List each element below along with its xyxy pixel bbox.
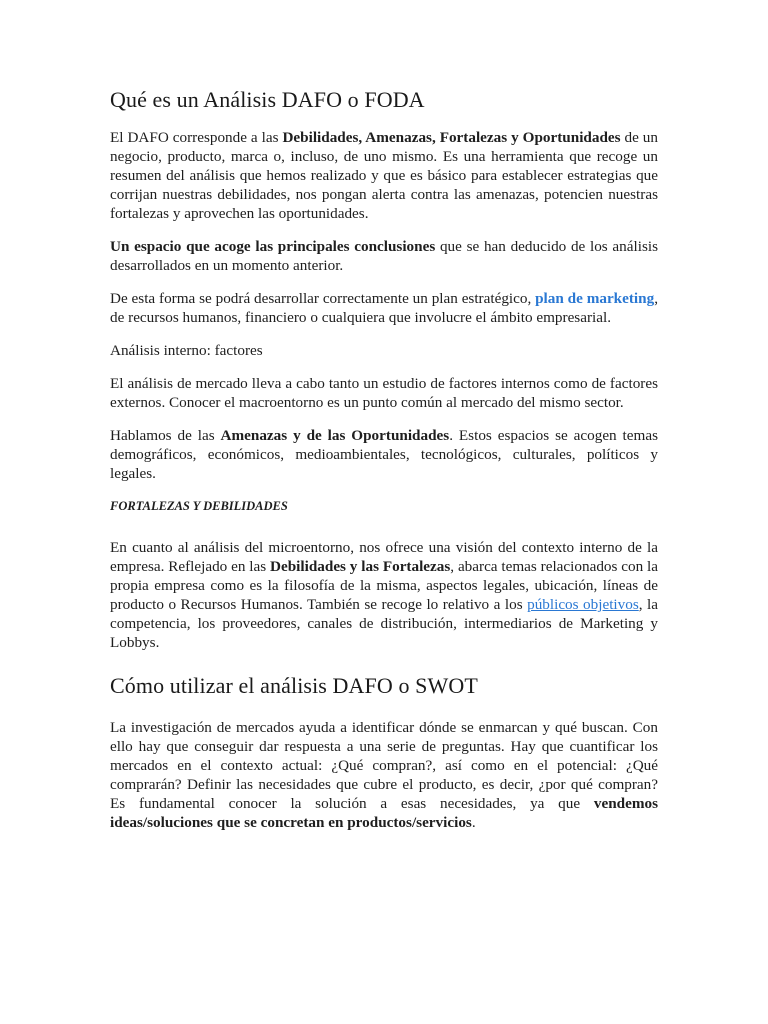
- plan-de-marketing-link[interactable]: plan de marketing: [535, 290, 655, 307]
- text: En cuanto al análisis del microentorno, nos ofrece una visión del contexto interno de la empresa. Reflejado en las: [110, 539, 658, 575]
- paragraph-market-research: [110, 718, 658, 832]
- text: , de recursos humanos, financiero o cualquiera que involucre el ámbito empresarial.: [110, 290, 658, 326]
- text: .: [471, 814, 476, 831]
- bold-text: Amenazas y de las Oportunidades: [220, 427, 450, 444]
- publicos-objetivos-link[interactable]: públicos objetivos: [527, 596, 639, 613]
- bold-text: Debilidades, Amenazas, Fortalezas y Oportunidades: [282, 129, 621, 146]
- text: La investigación de mercados ayuda a identificar dónde se enmarcan y qué buscan. Con ello hay que conseguir dar respuesta a una serie de preguntas. Hay que cuantificar los mercados en el contexto actual: ¿Qué compran?, así como en el potencial: ¿Qué comprarán? Definir las necesidades que cubre el producto, es decir, ¿por qué compran? Es fundamental conocer la solución a esas necesidades, ya que: [110, 719, 658, 812]
- bold-text: Debilidades y las Fortalezas: [270, 558, 451, 575]
- paragraph-dafo-definition: [110, 128, 658, 223]
- text: De esta forma se podrá desarrollar correctamente un plan estratégico,: [110, 290, 536, 307]
- subheading-fortalezas-debilidades: FORTALEZAS Y DEBILIDADES: [110, 499, 288, 513]
- page-title: Qué es un Análisis DAFO o FODA: [110, 87, 425, 112]
- paragraph-conclusions: [110, 237, 658, 275]
- bold-text: Un espacio que acoge las principales conclusiones: [110, 238, 436, 255]
- text: que se han deducido de los análisis desarrollados en un momento anterior.: [110, 238, 658, 274]
- text: El DAFO corresponde a las: [110, 129, 283, 146]
- paragraph-market-analysis: El análisis de mercado lleva a cabo tanto un estudio de factores internos como de factores externos. Conocer el macroentorno es un punto común al mercado del mismo sector.: [110, 375, 658, 411]
- paragraph-internal-analysis: Análisis interno: factores: [110, 342, 263, 359]
- text: de un negocio, producto, marca o, incluso, de uno mismo. Es una herramienta que recoge un resumen del análisis que hemos realizado y que es básico para establecer estrategias que corrijan nuestras debilidades, nos pongan alerta contra las amenazas, potencien nuestras fortalezas y aprovechen las oportunidades.: [110, 129, 658, 222]
- paragraph-threats-opportunities: [110, 426, 658, 483]
- section-title-swot: Cómo utilizar el análisis DAFO o SWOT: [110, 673, 478, 698]
- text: , abarca temas relacionados con la propia empresa como es la filosofía de la misma, aspectos legales, ubicación, líneas de producto o Recursos Humanos. También se recoge lo relativo a los: [110, 558, 658, 613]
- bold-text: vendemos ideas/soluciones que se concretan en productos/servicios: [110, 795, 658, 831]
- text: . Estos espacios se acogen temas demográficos, económicos, medioambientales, tecnológicos, culturales, políticos y legales.: [110, 427, 658, 482]
- text: , la competencia, los proveedores, canales de distribución, intermediarios de Marketing y Lobbys.: [110, 596, 658, 651]
- paragraph-strategic-plan: [110, 289, 658, 327]
- text: Hablamos de las: [110, 427, 221, 444]
- paragraph-microenvironment: [110, 538, 658, 652]
